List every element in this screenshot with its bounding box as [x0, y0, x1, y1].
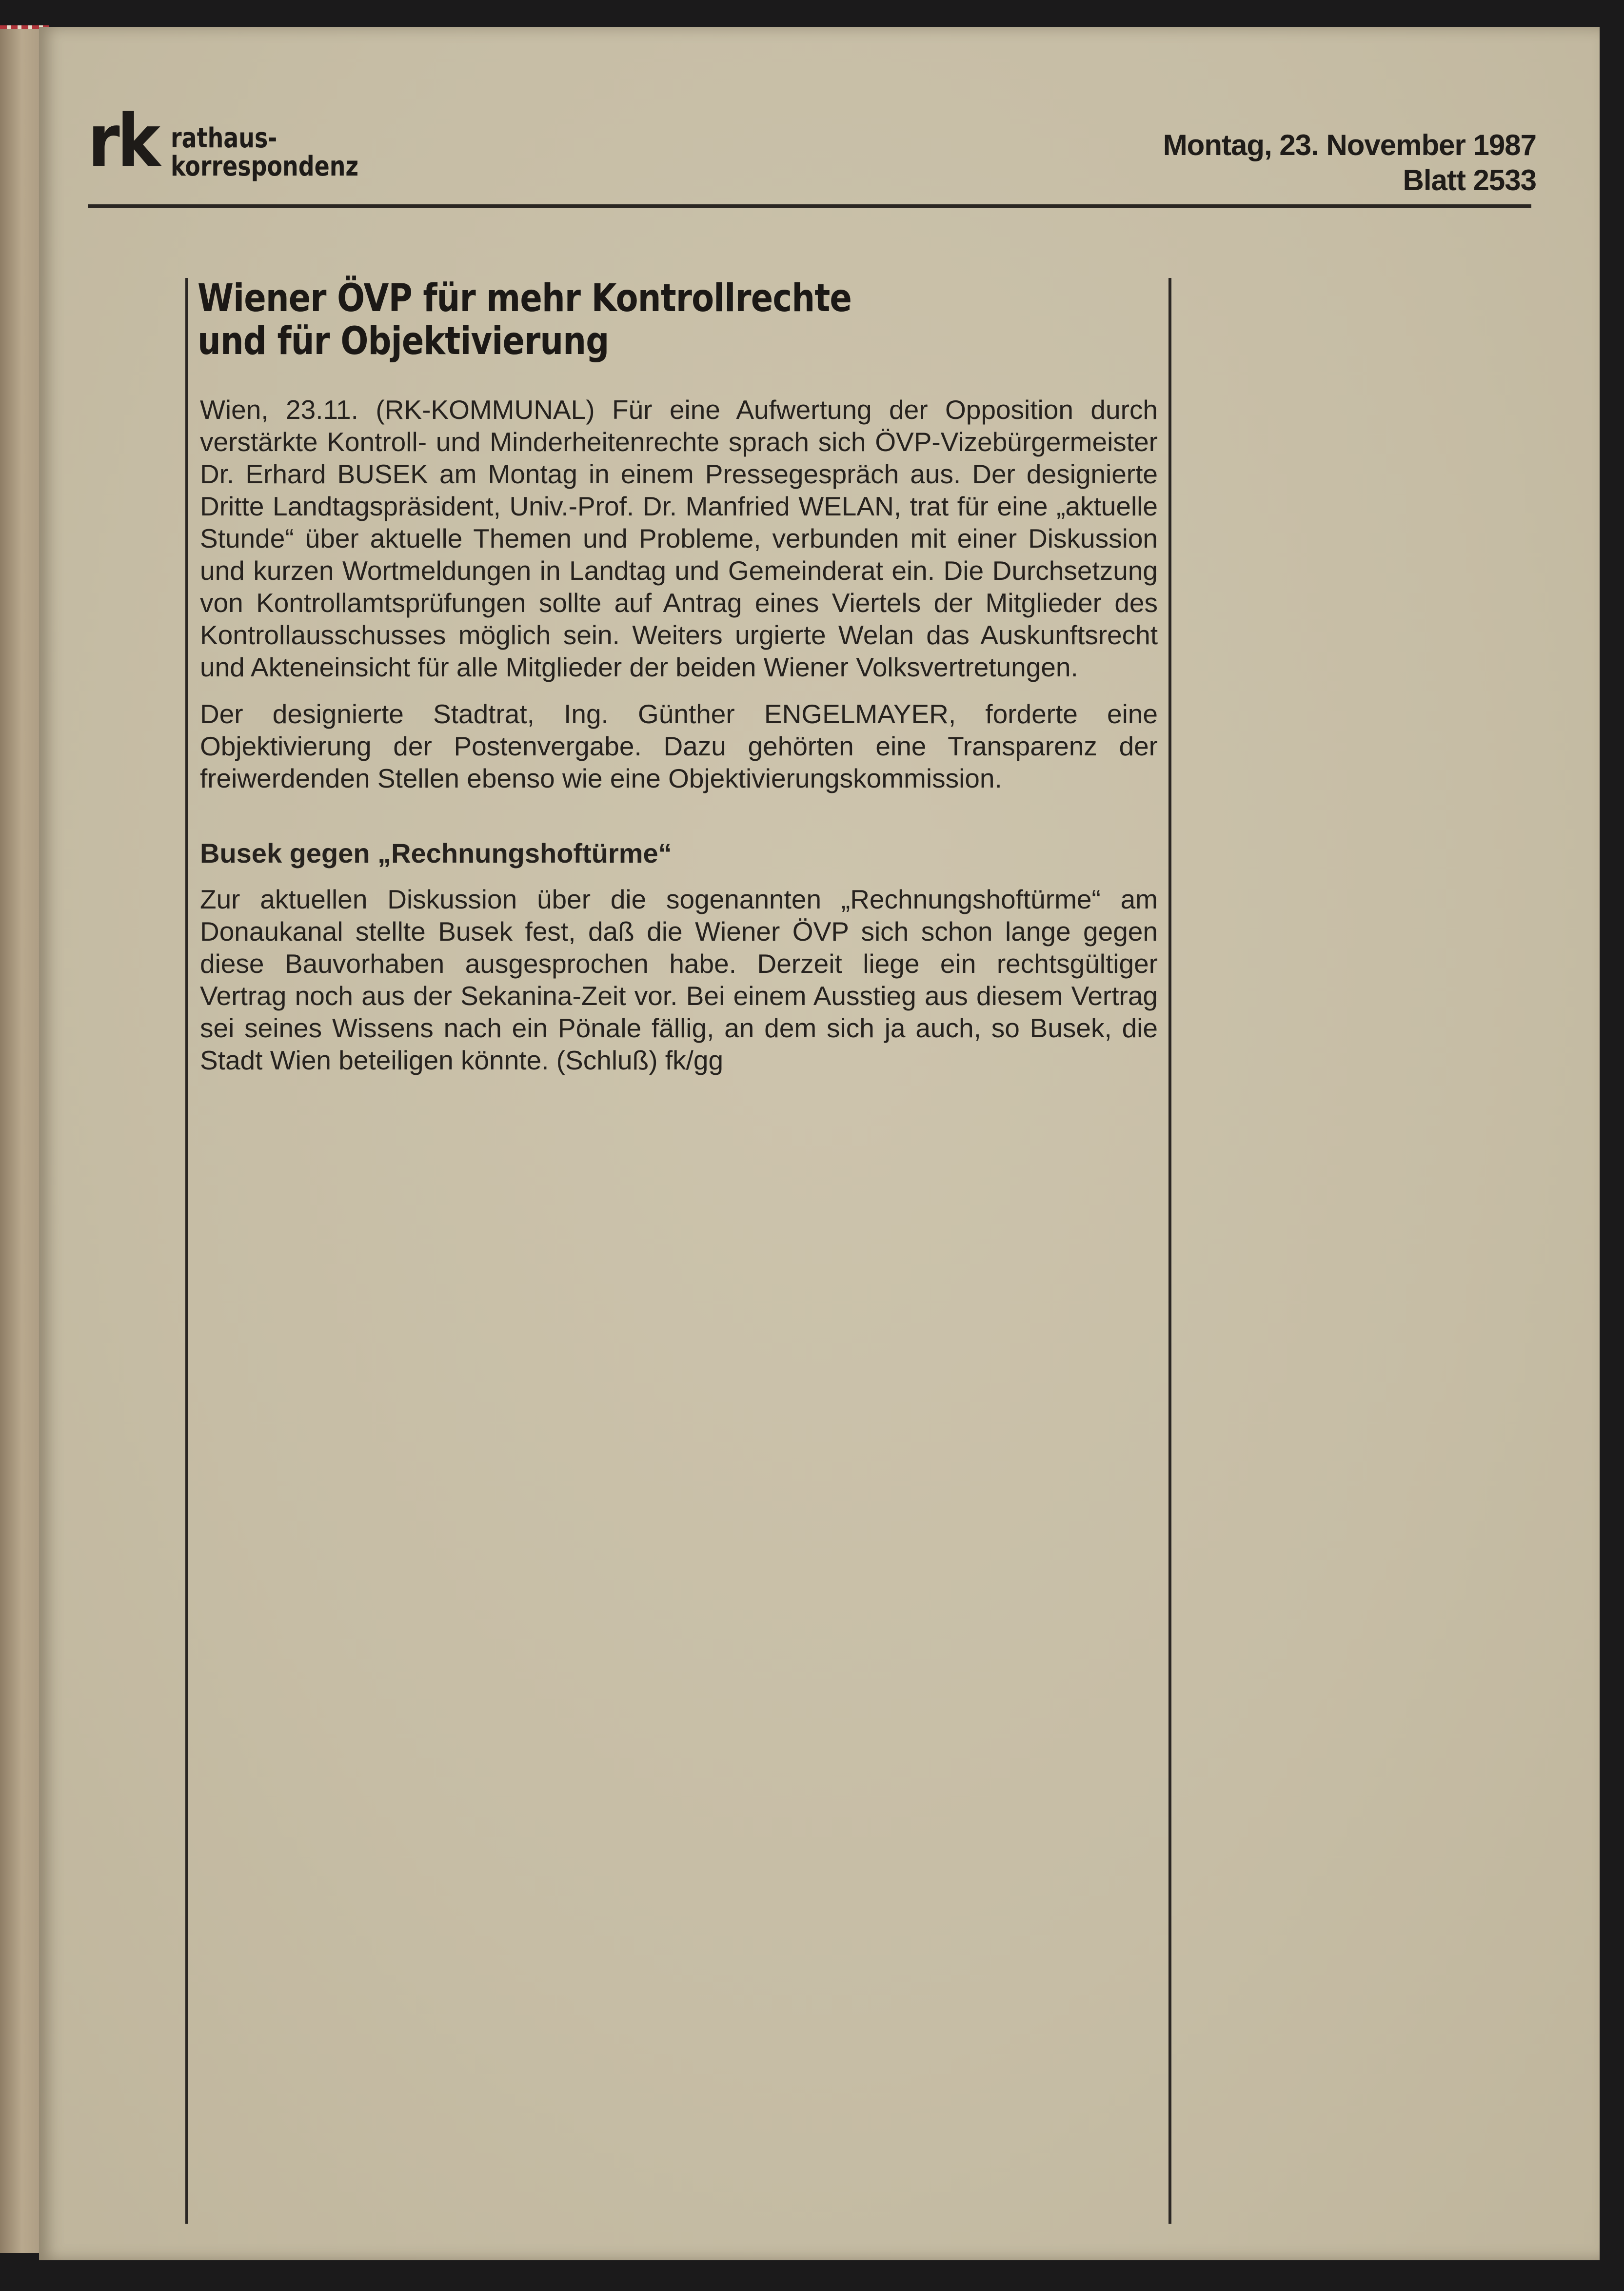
- column-rule-left: [185, 278, 188, 2224]
- paragraph-1: Wien, 23.11. (RK-KOMMUNAL) Für eine Aufwertung der Opposition durch verstärkte Kontroll- und Minderheitenrechte sprach sich ÖVP-Vizebürgermeister Dr. Erhard BUSEK am Montag in einem Pressegespräch aus. Der designierte Dritte Landtagspräsident, Univ.-Prof. Dr. Manfried WELAN, trat für eine „aktuelle Stunde“ über aktuelle Themen und Probleme, verbunden mit einer Diskussion und kurzen Wortmeldungen in Landtag und Gemeinderat ein. Die Durchsetzung von Kontrollamtsprüfungen sollte auf Antrag eines Viertels der Mitglieder des Kontrollausschusses möglich sein. Weiters urgierte Welan das Auskunftsrecht und Akteneinsicht für alle Mitglieder der beiden Wiener Volksvertretungen.: [200, 395, 1158, 682]
- logo-line-korrespondenz: korrespondenz: [171, 151, 359, 182]
- sheet-number: Blatt 2533: [1403, 164, 1536, 197]
- section-subheading: Busek gegen „Rechnungshoftürme“: [200, 838, 672, 869]
- article-body: [200, 394, 1158, 1076]
- headline-line-2: und für Objektivierung: [198, 319, 609, 363]
- article-headline: [198, 277, 1015, 363]
- logo-wordmark: [171, 124, 358, 181]
- headline-line-1: Wiener ÖVP für mehr Kontrollrechte: [198, 276, 852, 320]
- column-rule-right: [1168, 278, 1171, 2224]
- rk-logo-mark: rk: [88, 99, 158, 183]
- logo-line-rathaus: rathaus-: [171, 122, 277, 154]
- document-page: [39, 27, 1600, 2260]
- paragraph-2: Der designierte Stadtrat, Ing. Günther ENGELMAYER, forderte eine Objektivierung der Postenvergabe. Dazu gehörten eine Transparenz der freiwerdenden Stellen ebenso wie eine Objektivierungskommission.: [200, 699, 1158, 793]
- header-divider: [88, 204, 1531, 208]
- paragraph-3: Zur aktuellen Diskussion über die sogenannten „Rechnungshoftürme“ am Donaukanal stellte Busek fest, daß die Wiener ÖVP sich schon lange gegen diese Bauvorhaben ausgesprochen habe. Derzeit liege ein rechtsgültiger Vertrag noch aus der Sekanina-Zeit vor. Bei einem Ausstieg aus diesem Vertrag sei seines Wissens nach ein Pönale fällig, an dem sich ja auch, so Busek, die Stadt Wien beteiligen könnte. (Schluß) fk/gg: [200, 884, 1158, 1075]
- issue-date: Montag, 23. November 1987: [1163, 129, 1536, 161]
